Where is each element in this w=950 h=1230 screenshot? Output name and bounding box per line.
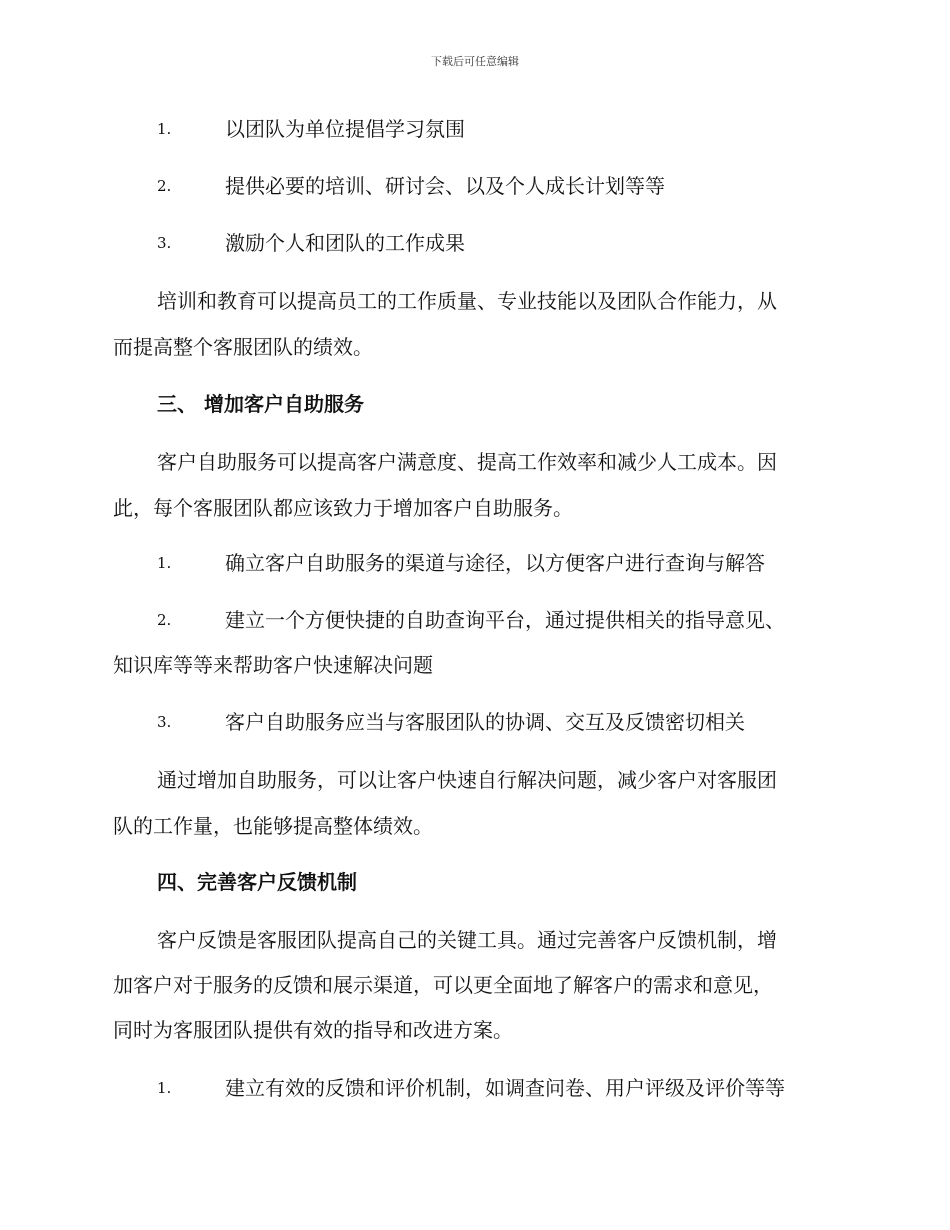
list-text: 建立一个方便快捷的自助查询平台，通过提供相关的指导意见、: [225, 608, 785, 632]
paragraph-line: 而提高整个客服团队的绩效。: [113, 335, 373, 359]
list-number: 1.: [157, 120, 172, 138]
paragraph-line: 同时为客服团队提供有效的指导和改进方案。: [113, 1018, 513, 1042]
page-header-note: 下载后可任意编辑: [431, 55, 519, 68]
paragraph-line: 培训和教育可以提高员工的工作质量、专业技能以及团队合作能力，从: [157, 289, 777, 313]
list-number: 2.: [157, 611, 172, 629]
paragraph-line: 加客户对于服务的反馈和展示渠道，可以更全面地了解客户的需求和意见，: [113, 973, 773, 997]
list-number: 1.: [157, 1079, 172, 1097]
list-number: 1.: [157, 554, 172, 572]
section-heading: 四、完善客户反馈机制: [157, 870, 357, 894]
list-text: 以团队为单位提倡学习氛围: [225, 117, 465, 141]
list-number: 3.: [157, 713, 172, 731]
paragraph-line: 队的工作量，也能够提高整体绩效。: [113, 814, 433, 838]
list-text: 激励个人和团队的工作成果: [225, 231, 465, 255]
paragraph-line: 客户自助服务可以提高客户满意度、提高工作效率和减少人工成本。因: [157, 450, 777, 474]
list-text: 建立有效的反馈和评价机制，如调查问卷、用户评级及评价等等: [225, 1076, 785, 1100]
list-text: 提供必要的培训、研讨会、以及个人成长计划等等: [225, 174, 665, 198]
list-text: 客户自助服务应当与客服团队的协调、交互及反馈密切相关: [225, 710, 745, 734]
list-number: 3.: [157, 234, 172, 252]
list-number: 2.: [157, 177, 172, 195]
list-text-continuation: 知识库等等来帮助客户快速解决问题: [113, 653, 433, 677]
paragraph-line: 通过增加自助服务，可以让客户快速自行解决问题，减少客户对客服团: [157, 768, 777, 792]
list-text: 确立客户自助服务的渠道与途径，以方便客户进行查询与解答: [225, 551, 765, 575]
paragraph-line: 客户反馈是客服团队提高自己的关键工具。通过完善客户反馈机制，增: [157, 928, 777, 952]
section-heading: 三、 增加客户自助服务: [157, 392, 364, 416]
paragraph-line: 此，每个客服团队都应该致力于增加客户自助服务。: [113, 496, 573, 520]
